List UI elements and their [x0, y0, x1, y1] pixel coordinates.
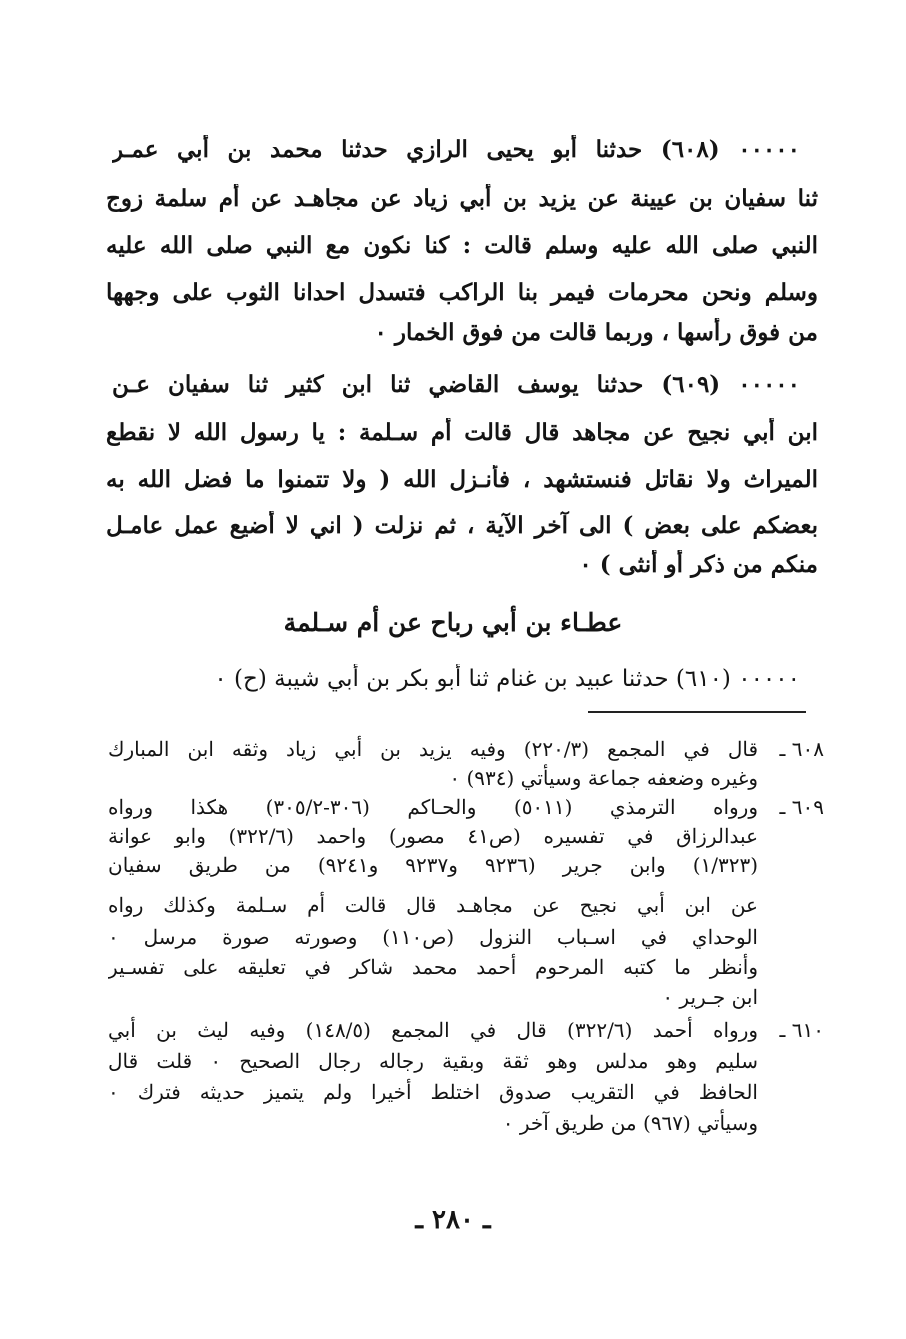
footnote-609-line-7: ابن جـرير ٠ — [662, 985, 758, 1009]
hadith-609-line-4: بعضكم على بعض ) الى آخر الآية ، ثم نزلت ( اني لا أضيع عمل عامـل — [106, 512, 818, 539]
hadith-610-line-1: ٠٠٠٠٠ (٦١٠) حدثنا عبيد بن غنام ثنا أبو بكر بن أبي شيبة (ح) ٠ — [214, 666, 800, 692]
hadith-608-line-4: وسلم ونحن محرمات فيمر بنا الراكب فتسدل احدانا الثوب على وجهها — [106, 279, 818, 306]
footnote-609-line-1: ورواه الترمذي (٥٠١١) والحـاكم (٣٠٦-٣٠٥/٢) هكذا ورواه — [108, 795, 758, 819]
footnote-610-line-2: سليم وهو مدلس وهو ثقة وبقية رجاله رجال الصحيح ٠ قلت قال — [108, 1049, 758, 1073]
footnote-609-number: ٦٠٩ ـ — [779, 795, 824, 819]
hadith-608-line-3: النبي صلى الله عليه وسلم قالت : كنا نكون مع النبي صلى الله عليه — [106, 232, 818, 259]
hadith-609-line-5: منكم من ذكر أو أنثى ) ٠ — [579, 551, 818, 578]
hadith-608-line-2: ثنا سفيان بن عيينة عن يزيد بن أبي زياد عن مجاهـد عن أم سلمة زوج — [106, 185, 818, 212]
footnote-608-line-2: وغيره وضعفه جماعة وسيأتي (٩٣٤) ٠ — [449, 766, 758, 790]
page-number: ـ ٢٨٠ ـ — [415, 1205, 491, 1235]
hadith-609-line-1: ٠٠٠٠٠ (٦٠٩) حدثنا يوسف القاضي ثنا ابن كثير ثنا سفيان عـن — [112, 371, 800, 398]
footnote-610-line-1: ورواه أحمد (٣٢٢/٦) قال في المجمع (١٤٨/٥) وفيه ليث بن أبي — [108, 1018, 758, 1042]
footnote-610-number: ٦١٠ ـ — [779, 1018, 824, 1042]
footnote-610-line-4: وسيأتي (٩٦٧) من طريق آخر ٠ — [502, 1111, 758, 1135]
footnote-609-line-3: (١/٣٢٣) وابن جرير (٩٢٣٦ و٩٢٣٧ و٩٢٤١) من طريق سفيان — [108, 853, 758, 877]
footnote-608-line-1: قال في المجمع (٢٢٠/٣) وفيه يزيد بن أبي زياد وثقه ابن المبارك — [108, 737, 758, 761]
footnote-609-line-2: عبدالرزاق في تفسيره (ص٤١ مصور) واحمد (٣٢٢/٦) وابو عوانة — [108, 824, 758, 848]
footnote-separator — [588, 711, 806, 713]
hadith-608-line-1: ٠٠٠٠٠ (٦٠٨) حدثنا أبو يحيى الرازي حدثنا محمد بن أبي عمـر — [112, 136, 800, 163]
section-heading: عطـاء بن أبي رباح عن أم سـلمة — [283, 608, 623, 637]
hadith-609-line-2: ابن أبي نجيح عن مجاهد قال قالت أم سـلمة : يا رسول الله لا نقطع — [106, 419, 818, 446]
hadith-609-line-3: الميراث ولا نقاتل فنستشهد ، فأنـزل الله ( ولا تتمنوا ما فضل الله به — [106, 466, 818, 493]
footnote-609-line-6: وأنظر ما كتبه المرحوم أحمد محمد شاكر في تعليقه على تفسـير — [108, 955, 758, 979]
footnote-608-number: ٦٠٨ ـ — [779, 737, 824, 761]
footnote-609-line-5: الوحداي في اسـباب النزول (ص١١٠) وصورته صورة مرسل ٠ — [108, 925, 758, 949]
hadith-608-line-5: من فوق رأسها ، وربما قالت من فوق الخمار ٠ — [374, 319, 818, 346]
footnote-609-line-4: عن ابن أبي نجيح عن مجاهـد قال قالت أم سـلمة وكذلك رواه — [108, 893, 758, 917]
footnote-610-line-3: الحافظ في التقريب صدوق اختلط أخيرا ولم يتميز حديثه فترك ٠ — [108, 1080, 758, 1104]
